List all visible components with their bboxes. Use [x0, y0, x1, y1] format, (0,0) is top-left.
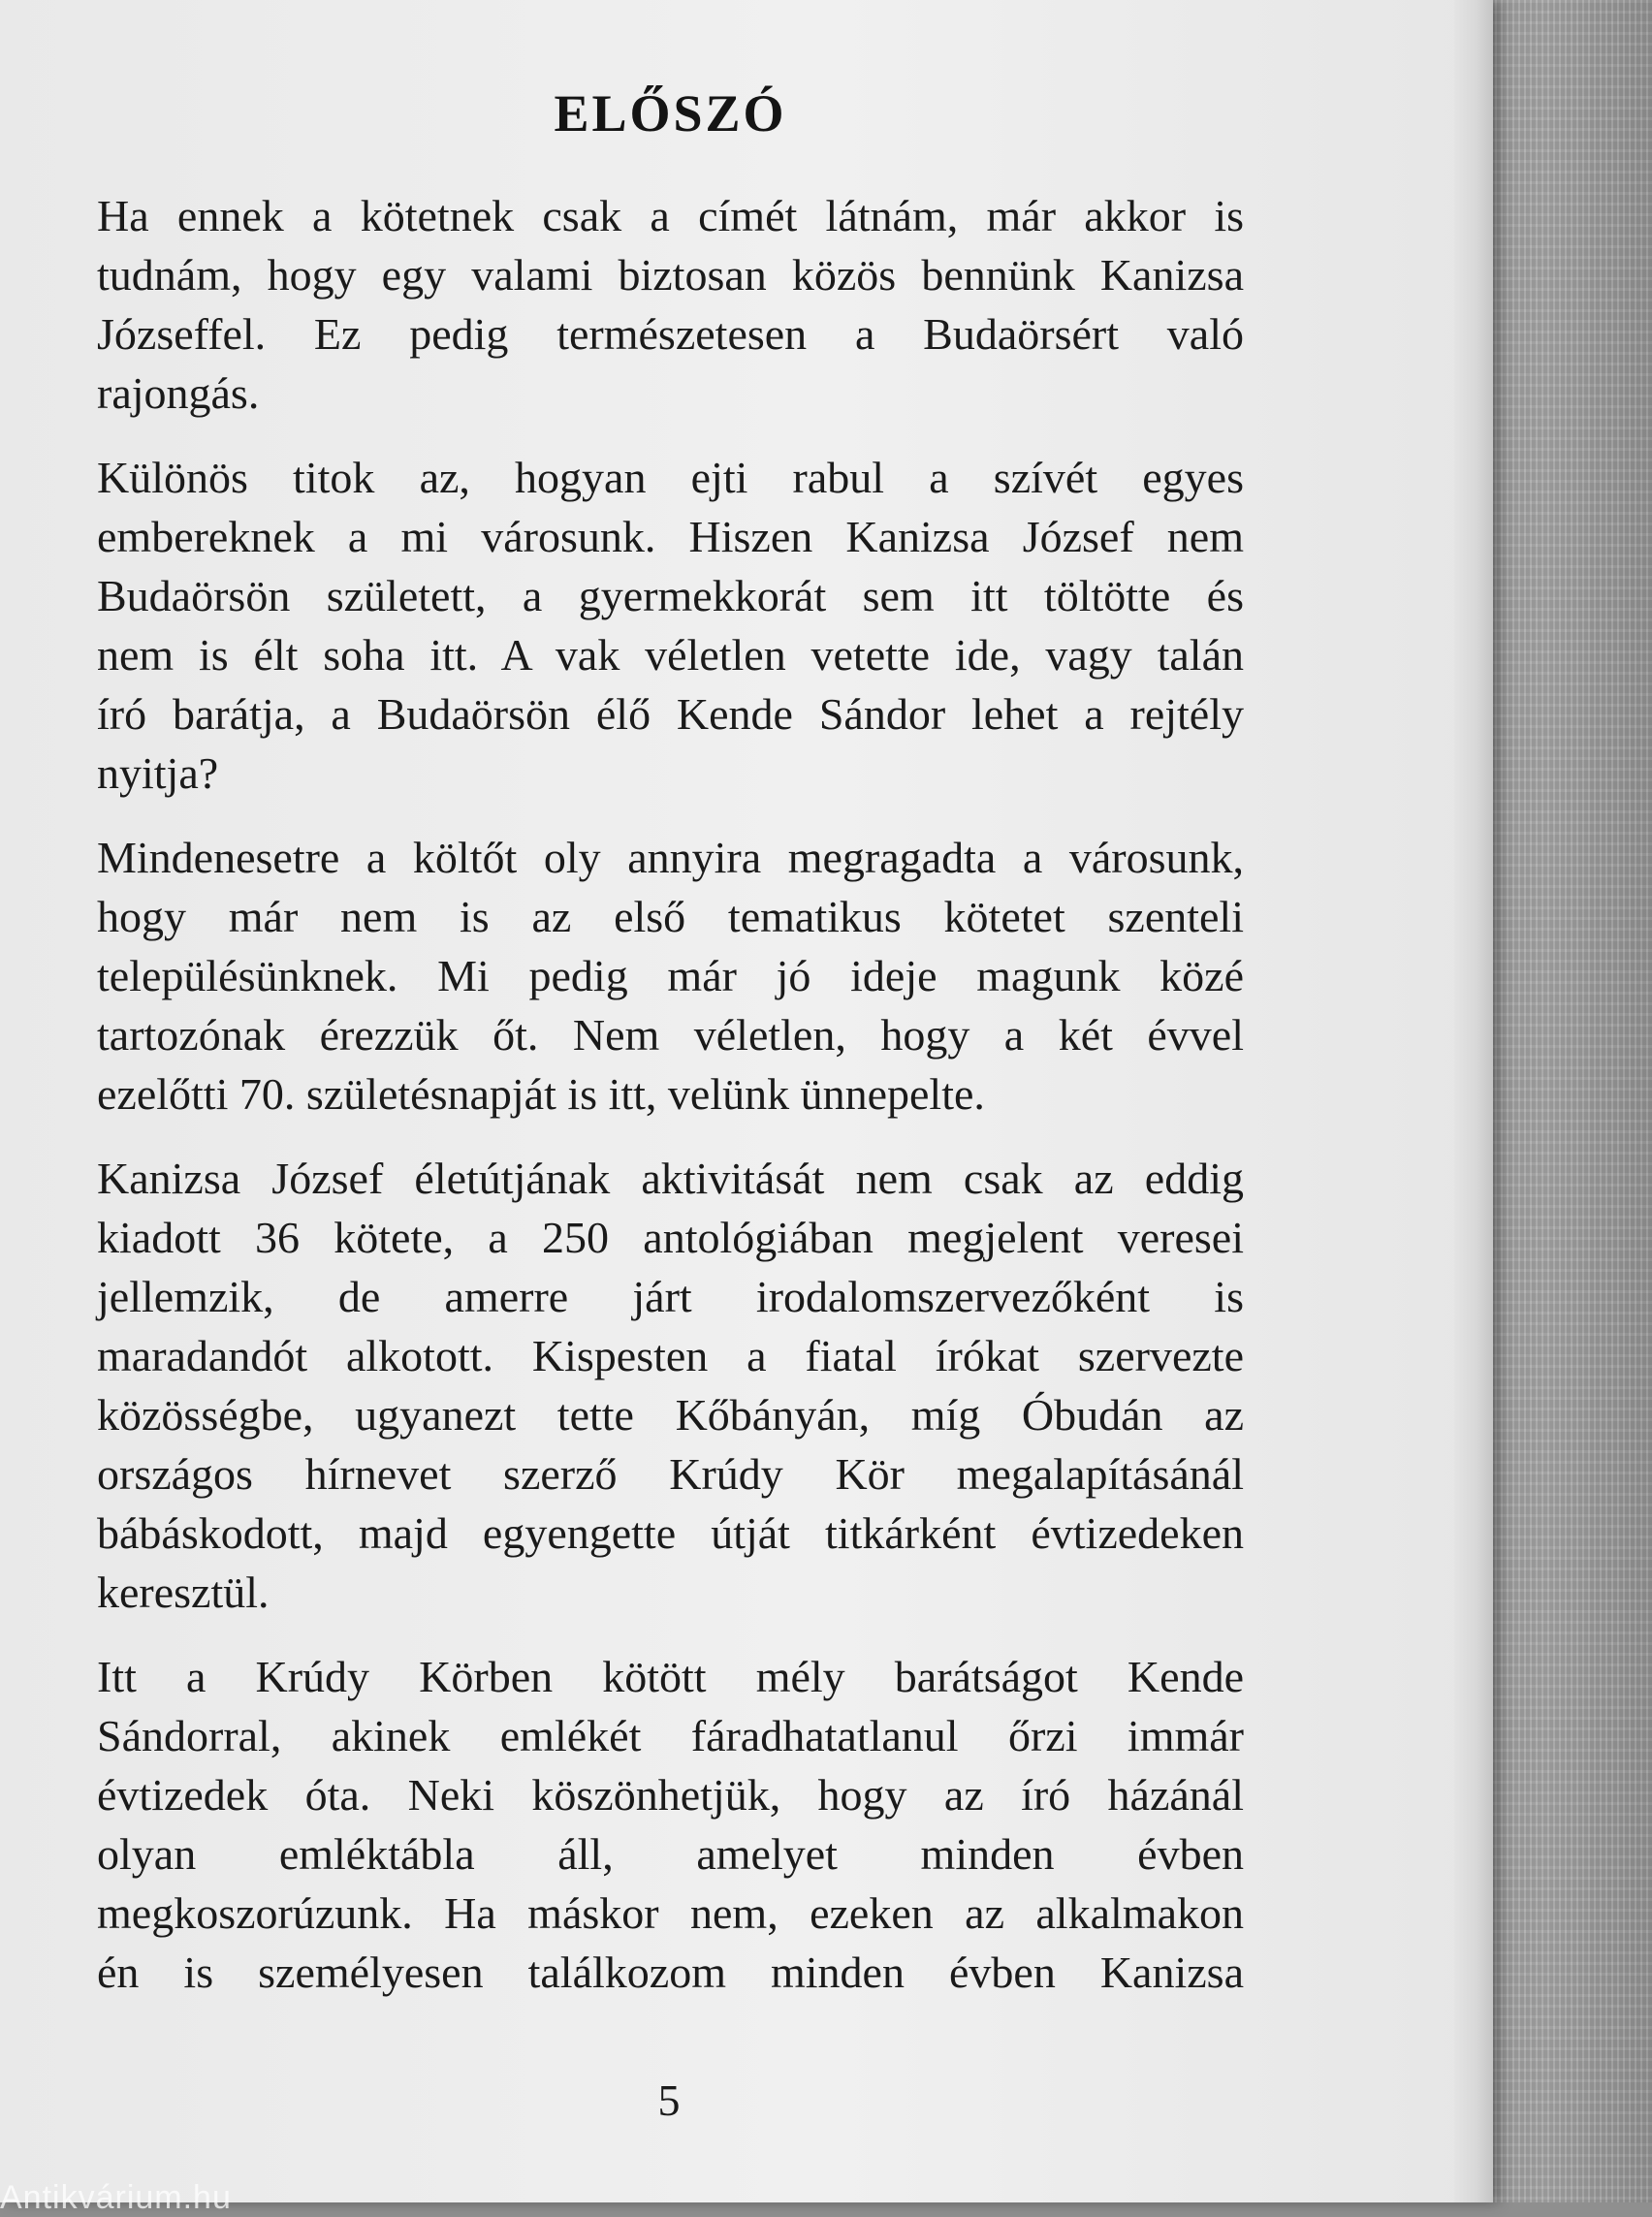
text-line: író barátja, a Budaörsön élő Kende Sándor lehet a rejtély — [97, 688, 1244, 739]
text-line: tudnám, hogy egy valami biztosan közös bennünk Kanizsa — [97, 249, 1244, 300]
text-line: olyan emléktábla áll, amelyet minden évben — [97, 1828, 1244, 1879]
text-line: rajongás. — [97, 367, 260, 418]
text-line: Különös titok az, hogyan ejti rabul a szívét egyes — [97, 452, 1244, 502]
text-line: hogy már nem is az első tematikus kötetet szenteli — [97, 891, 1244, 941]
text-line: maradandót alkotott. Kispesten a fiatal írókat szervezte — [97, 1330, 1244, 1380]
text-line: Sándorral, akinek emlékét fáradhatatlanul őrzi immár — [97, 1710, 1244, 1760]
text-line: embereknek a mi városunk. Hiszen Kanizsa József nem — [97, 511, 1244, 561]
text-line: én is személyesen találkozom minden évben Kanizsa — [97, 1947, 1244, 1997]
text-line: keresztül. — [97, 1567, 270, 1617]
text-line: nem is élt soha itt. A vak véletlen vetette ide, vagy talán — [97, 629, 1244, 680]
watermark: Antikvárium.hu — [0, 2179, 232, 2216]
text-line: megkoszorúzunk. Ha máskor nem, ezeken az alkalmakon — [97, 1887, 1244, 1938]
text-line: évtizedek óta. Neki köszönhetjük, hogy az író házánál — [97, 1769, 1244, 1820]
paragraph-2 — [97, 448, 1244, 803]
text-line: kiadott 36 kötete, a 250 antológiában megjelent veresei — [97, 1212, 1244, 1262]
paragraph-3 — [97, 828, 1244, 1124]
paragraph-1 — [97, 186, 1244, 423]
text-line: bábáskodott, majd egyengette útját titkárként évtizedeken — [97, 1507, 1244, 1558]
text-line: Mindenesetre a költőt oly annyira megragadta a városunk, — [97, 832, 1244, 882]
text-line: ezelőtti 70. születésnapját is itt, velünk ünnepelte. — [97, 1068, 985, 1119]
paragraph-5 — [97, 1647, 1244, 2002]
page-content — [97, 82, 1244, 2027]
text-line: közösségbe, ugyanezt tette Kőbányán, míg Óbudán az — [97, 1389, 1244, 1440]
text-line: nyitja? — [97, 747, 219, 798]
text-line: országos hírnevet szerző Krúdy Kör megalapításánál — [97, 1448, 1244, 1499]
chapter-title: ELŐSZÓ — [554, 84, 787, 143]
text-line: településünknek. Mi pedig már jó ideje magunk közé — [97, 950, 1244, 1000]
text-line: Budaörsön született, a gyermekkorát sem itt töltötte és — [97, 570, 1244, 620]
page-edge — [1454, 0, 1493, 2202]
paragraph-4 — [97, 1149, 1244, 1622]
page-number: 5 — [657, 2075, 681, 2125]
text-line: Itt a Krúdy Körben kötött mély barátságot Kende — [97, 1651, 1244, 1701]
text-line: Ha ennek a kötetnek csak a címét látnám, már akkor is — [97, 190, 1244, 240]
text-line: Kanizsa József életútjának aktivitását nem csak az eddig — [97, 1153, 1244, 1203]
text-line: Józseffel. Ez pedig természetesen a Budaörsért való — [97, 308, 1244, 359]
text-line: tartozónak érezzük őt. Nem véletlen, hogy a két évvel — [97, 1009, 1244, 1060]
text-line: jellemzik, de amerre járt irodalomszervezőként is — [97, 1271, 1244, 1321]
